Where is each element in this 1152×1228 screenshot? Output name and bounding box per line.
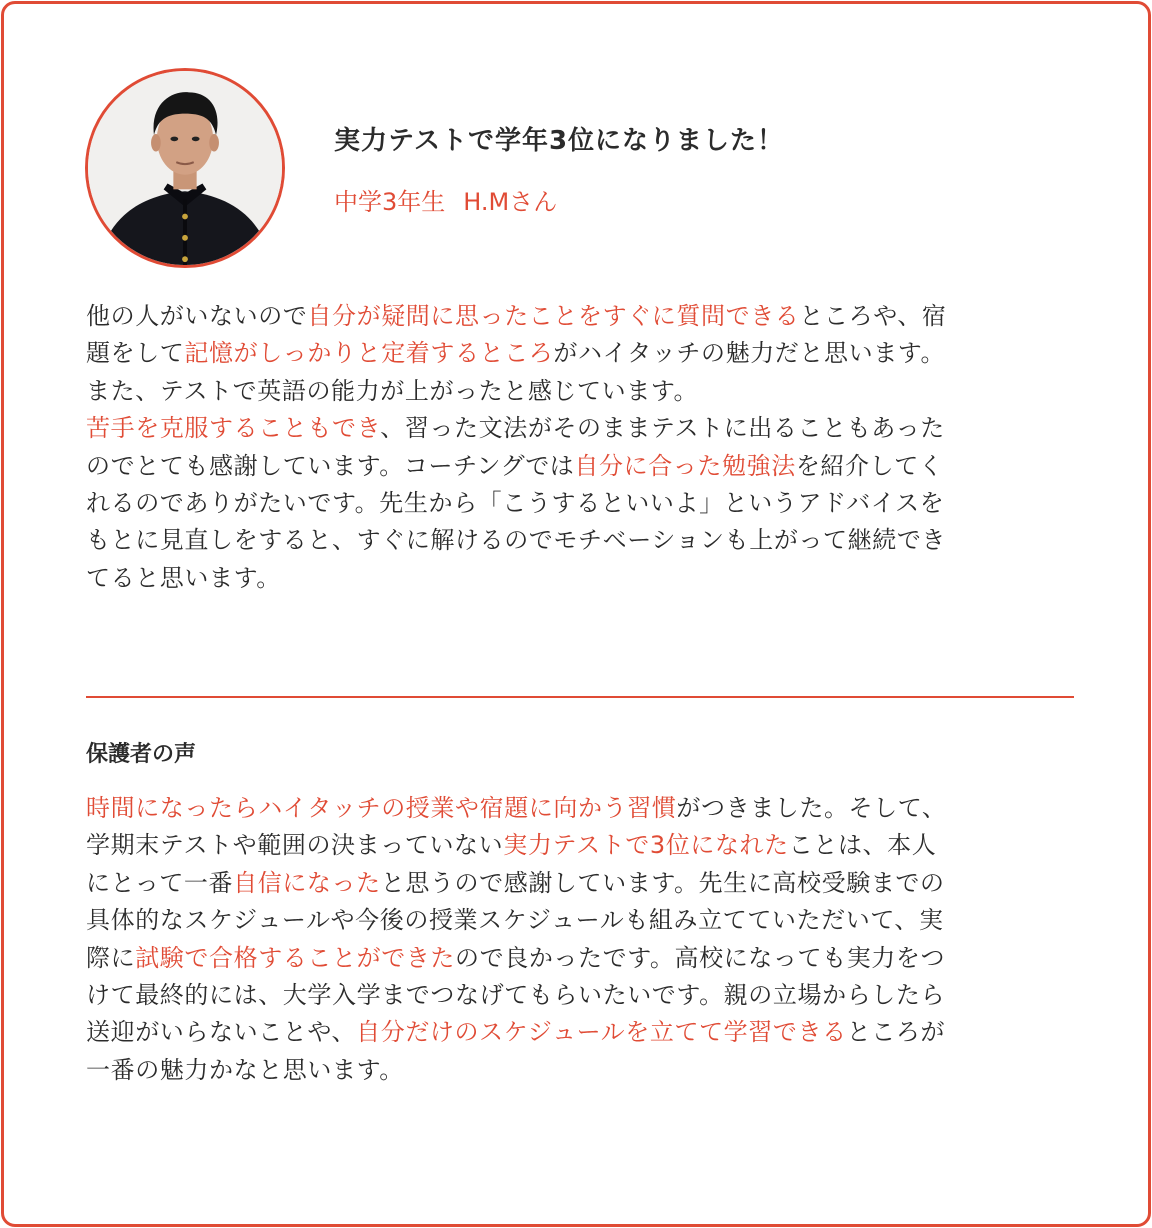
- text-span: 、習った文法がそのままテストに出ることもあった: [380, 414, 945, 443]
- text-span: ところや、宿: [799, 302, 947, 330]
- section-divider: [86, 696, 1074, 698]
- student-name: [334, 182, 557, 217]
- text-span: 具体的なスケジュールや今後の授業スケジュールも組み立てていただいて、実: [86, 906, 944, 935]
- paragraph-line: [86, 1052, 1076, 1089]
- text-span: にとって一番: [86, 868, 234, 897]
- paragraph-line: [86, 335, 1076, 372]
- paragraph-line: [86, 373, 1076, 410]
- student-initials: H.Mさん: [463, 188, 558, 216]
- paragraph-line: [86, 827, 1076, 864]
- highlighted-text: 実力テストで3位になれた: [503, 831, 789, 860]
- text-span: がつきました。そして、: [676, 794, 947, 822]
- highlighted-text: 自信になった: [233, 868, 381, 897]
- student-grade: 中学3年生: [334, 188, 446, 216]
- paragraph-line: [86, 790, 1076, 827]
- highlighted-text: 自分が疑問に思ったことをすぐに質問できる: [307, 302, 800, 330]
- text-span: ことは、本人: [788, 831, 937, 860]
- student-testimonial: [86, 298, 1076, 597]
- text-span: がハイタッチの魅力だと思います。: [553, 339, 946, 368]
- highlighted-text: 試験で合格することができた: [135, 943, 456, 972]
- paragraph-line: [86, 977, 1076, 1014]
- text-span: 一番の魅力かなと思います。: [86, 1055, 404, 1084]
- highlighted-text: 苦手を克服することもでき: [86, 414, 381, 443]
- text-span: と思うので感謝しています。先生に高校受験までの: [380, 868, 945, 897]
- text-span: 送迎がいらないことや、: [86, 1018, 357, 1047]
- text-span: もとに見直しをすると、すぐに解けるのでモチベーションも上がって継続でき: [86, 526, 947, 555]
- paragraph-line: [86, 560, 1076, 597]
- text-span: れるのでありがたいです。先生から「こうするといいよ」というアドバイスを: [86, 488, 945, 517]
- highlighted-text: 自分に合った勉強法: [574, 451, 796, 480]
- student-photo: [85, 68, 285, 268]
- paragraph-line: [86, 940, 1076, 977]
- text-span: を紹介してく: [795, 451, 944, 480]
- paragraph-line: [86, 448, 1076, 485]
- highlighted-text: 記憶がしっかりと定着するところ: [184, 339, 554, 368]
- text-span: ので良かったです。高校になっても実力をつ: [455, 943, 946, 972]
- paragraph-line: [86, 298, 1076, 335]
- paragraph-line: [86, 1014, 1076, 1051]
- paragraph-line: [86, 902, 1076, 939]
- text-span: 題をして: [86, 339, 185, 368]
- text-span: のでとても感謝しています。コーチングでは: [86, 451, 575, 480]
- text-span: 他の人がいないので: [86, 302, 308, 330]
- parent-testimonial: [86, 790, 1076, 1089]
- testimonial-headline: 実力テストで学年3位になりました！: [334, 126, 785, 156]
- paragraph-line: [86, 410, 1076, 447]
- highlighted-text: 時間になったらハイタッチの授業や宿題に向かう習慣: [86, 794, 677, 822]
- text-span: てると思います。: [86, 563, 281, 592]
- paragraph-line: [86, 485, 1076, 522]
- text-span: 際に: [86, 943, 136, 972]
- text-span: ところが: [846, 1018, 946, 1047]
- text-span: 学期末テストや範囲の決まっていない: [86, 831, 504, 860]
- highlighted-text: 自分だけのスケジュールを立てて学習できる: [356, 1018, 847, 1047]
- paragraph-line: [86, 522, 1076, 559]
- parent-voice-heading: 保護者の声: [86, 742, 197, 767]
- paragraph-line: [86, 865, 1076, 902]
- testimonial-card: [1, 1, 1151, 1227]
- text-span: けて最終的には、大学入学までつなげてもらいたいです。親の立場からしたら: [86, 980, 946, 1009]
- text-span: また、テストで英語の能力が上がったと感じています。: [86, 376, 699, 405]
